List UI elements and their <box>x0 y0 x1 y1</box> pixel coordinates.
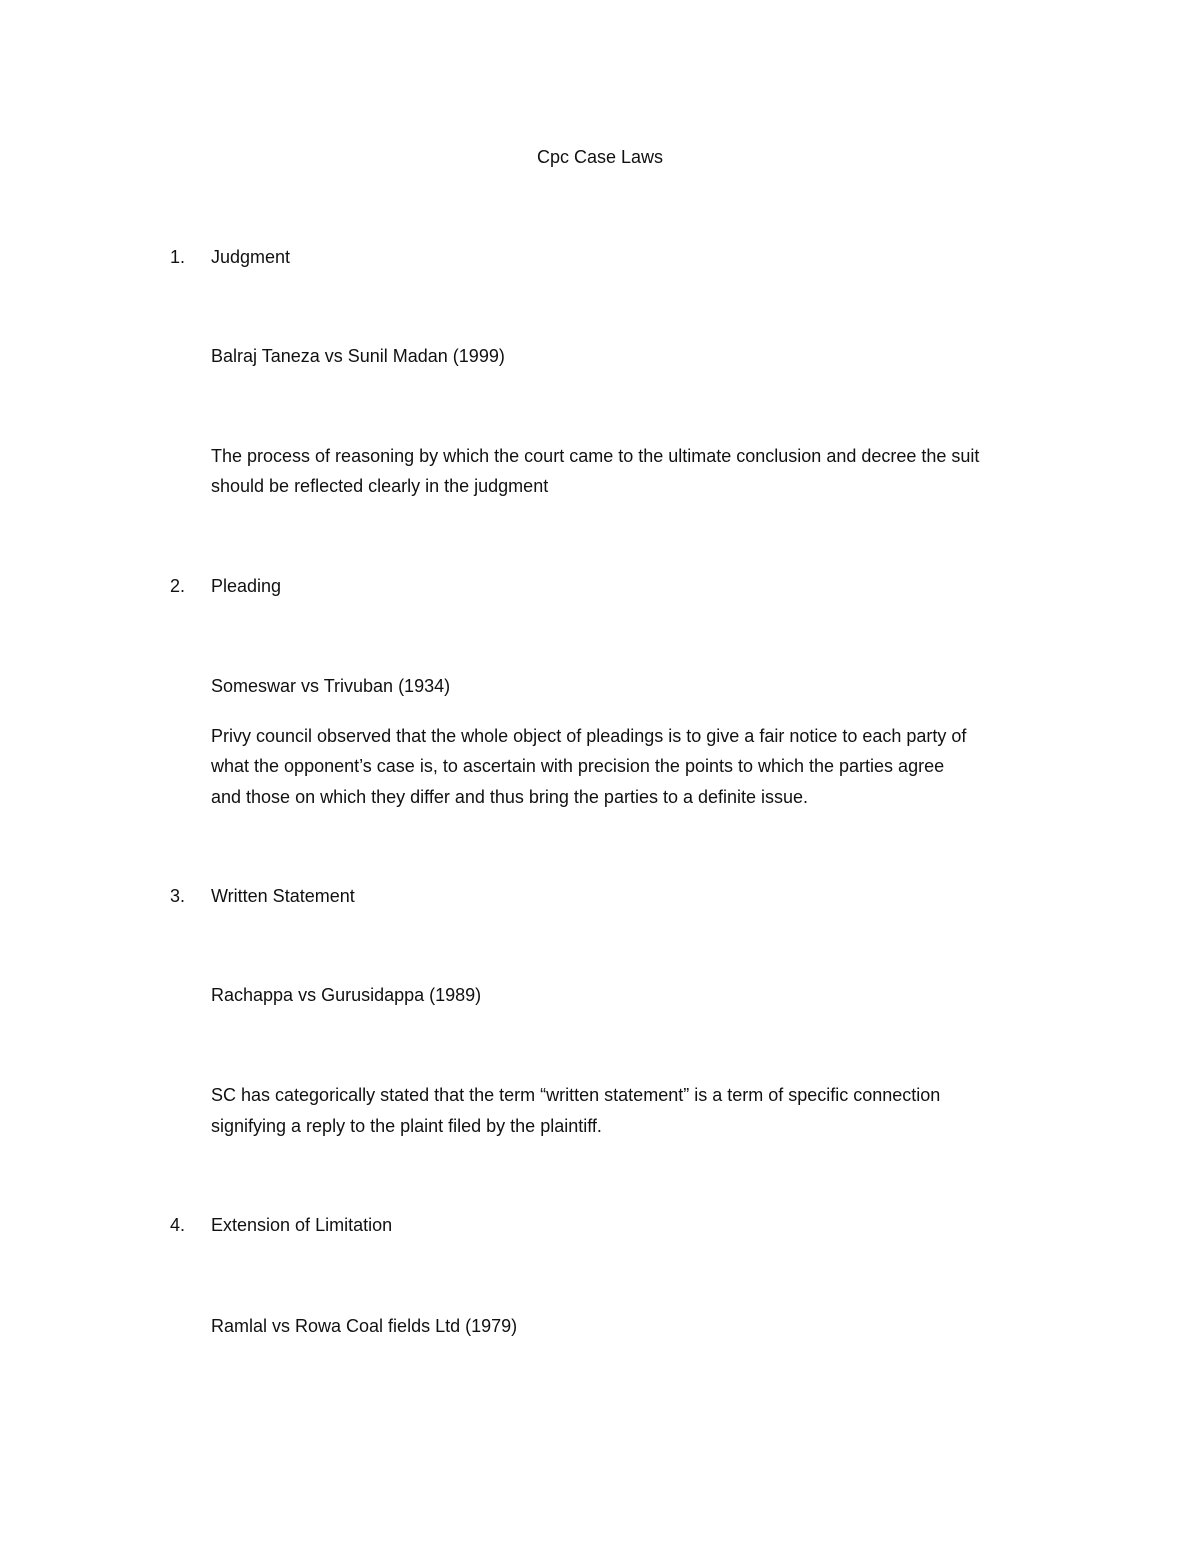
document-title: Cpc Case Laws <box>536 147 664 167</box>
case-citation: Ramlal vs Rowa Coal fields Ltd (1979) <box>211 1316 518 1336</box>
paragraph-line: Privy council observed that the whole object of pleadings is to give a fair notice to each party of <box>211 726 967 746</box>
section-number: 2. <box>170 576 186 596</box>
paragraph-line: The process of reasoning by which the court came to the ultimate conclusion and decree the suit <box>211 446 980 466</box>
paragraph-line: SC has categorically stated that the term “written statement” is a term of specific connection <box>211 1085 941 1105</box>
section-number: 4. <box>170 1215 186 1235</box>
paragraph-line: and those on which they differ and thus bring the parties to a definite issue. <box>211 787 809 807</box>
section-number: 3. <box>170 886 186 906</box>
section-heading: Extension of Limitation <box>211 1215 393 1235</box>
section-heading: Pleading <box>211 576 282 596</box>
paragraph-line: what the opponent’s case is, to ascertain with precision the points to which the parties agree <box>211 756 945 776</box>
paragraph-line: signifying a reply to the plaint filed by the plaintiff. <box>211 1116 602 1136</box>
section-heading: Judgment <box>211 247 291 267</box>
section-number: 1. <box>170 247 186 267</box>
case-citation: Rachappa vs Gurusidappa (1989) <box>211 985 482 1005</box>
paragraph-line: should be reflected clearly in the judgment <box>211 476 549 496</box>
case-citation: Balraj Taneza vs Sunil Madan (1999) <box>211 346 505 366</box>
section-heading: Written Statement <box>211 886 355 906</box>
case-citation: Someswar vs Trivuban (1934) <box>211 676 451 696</box>
